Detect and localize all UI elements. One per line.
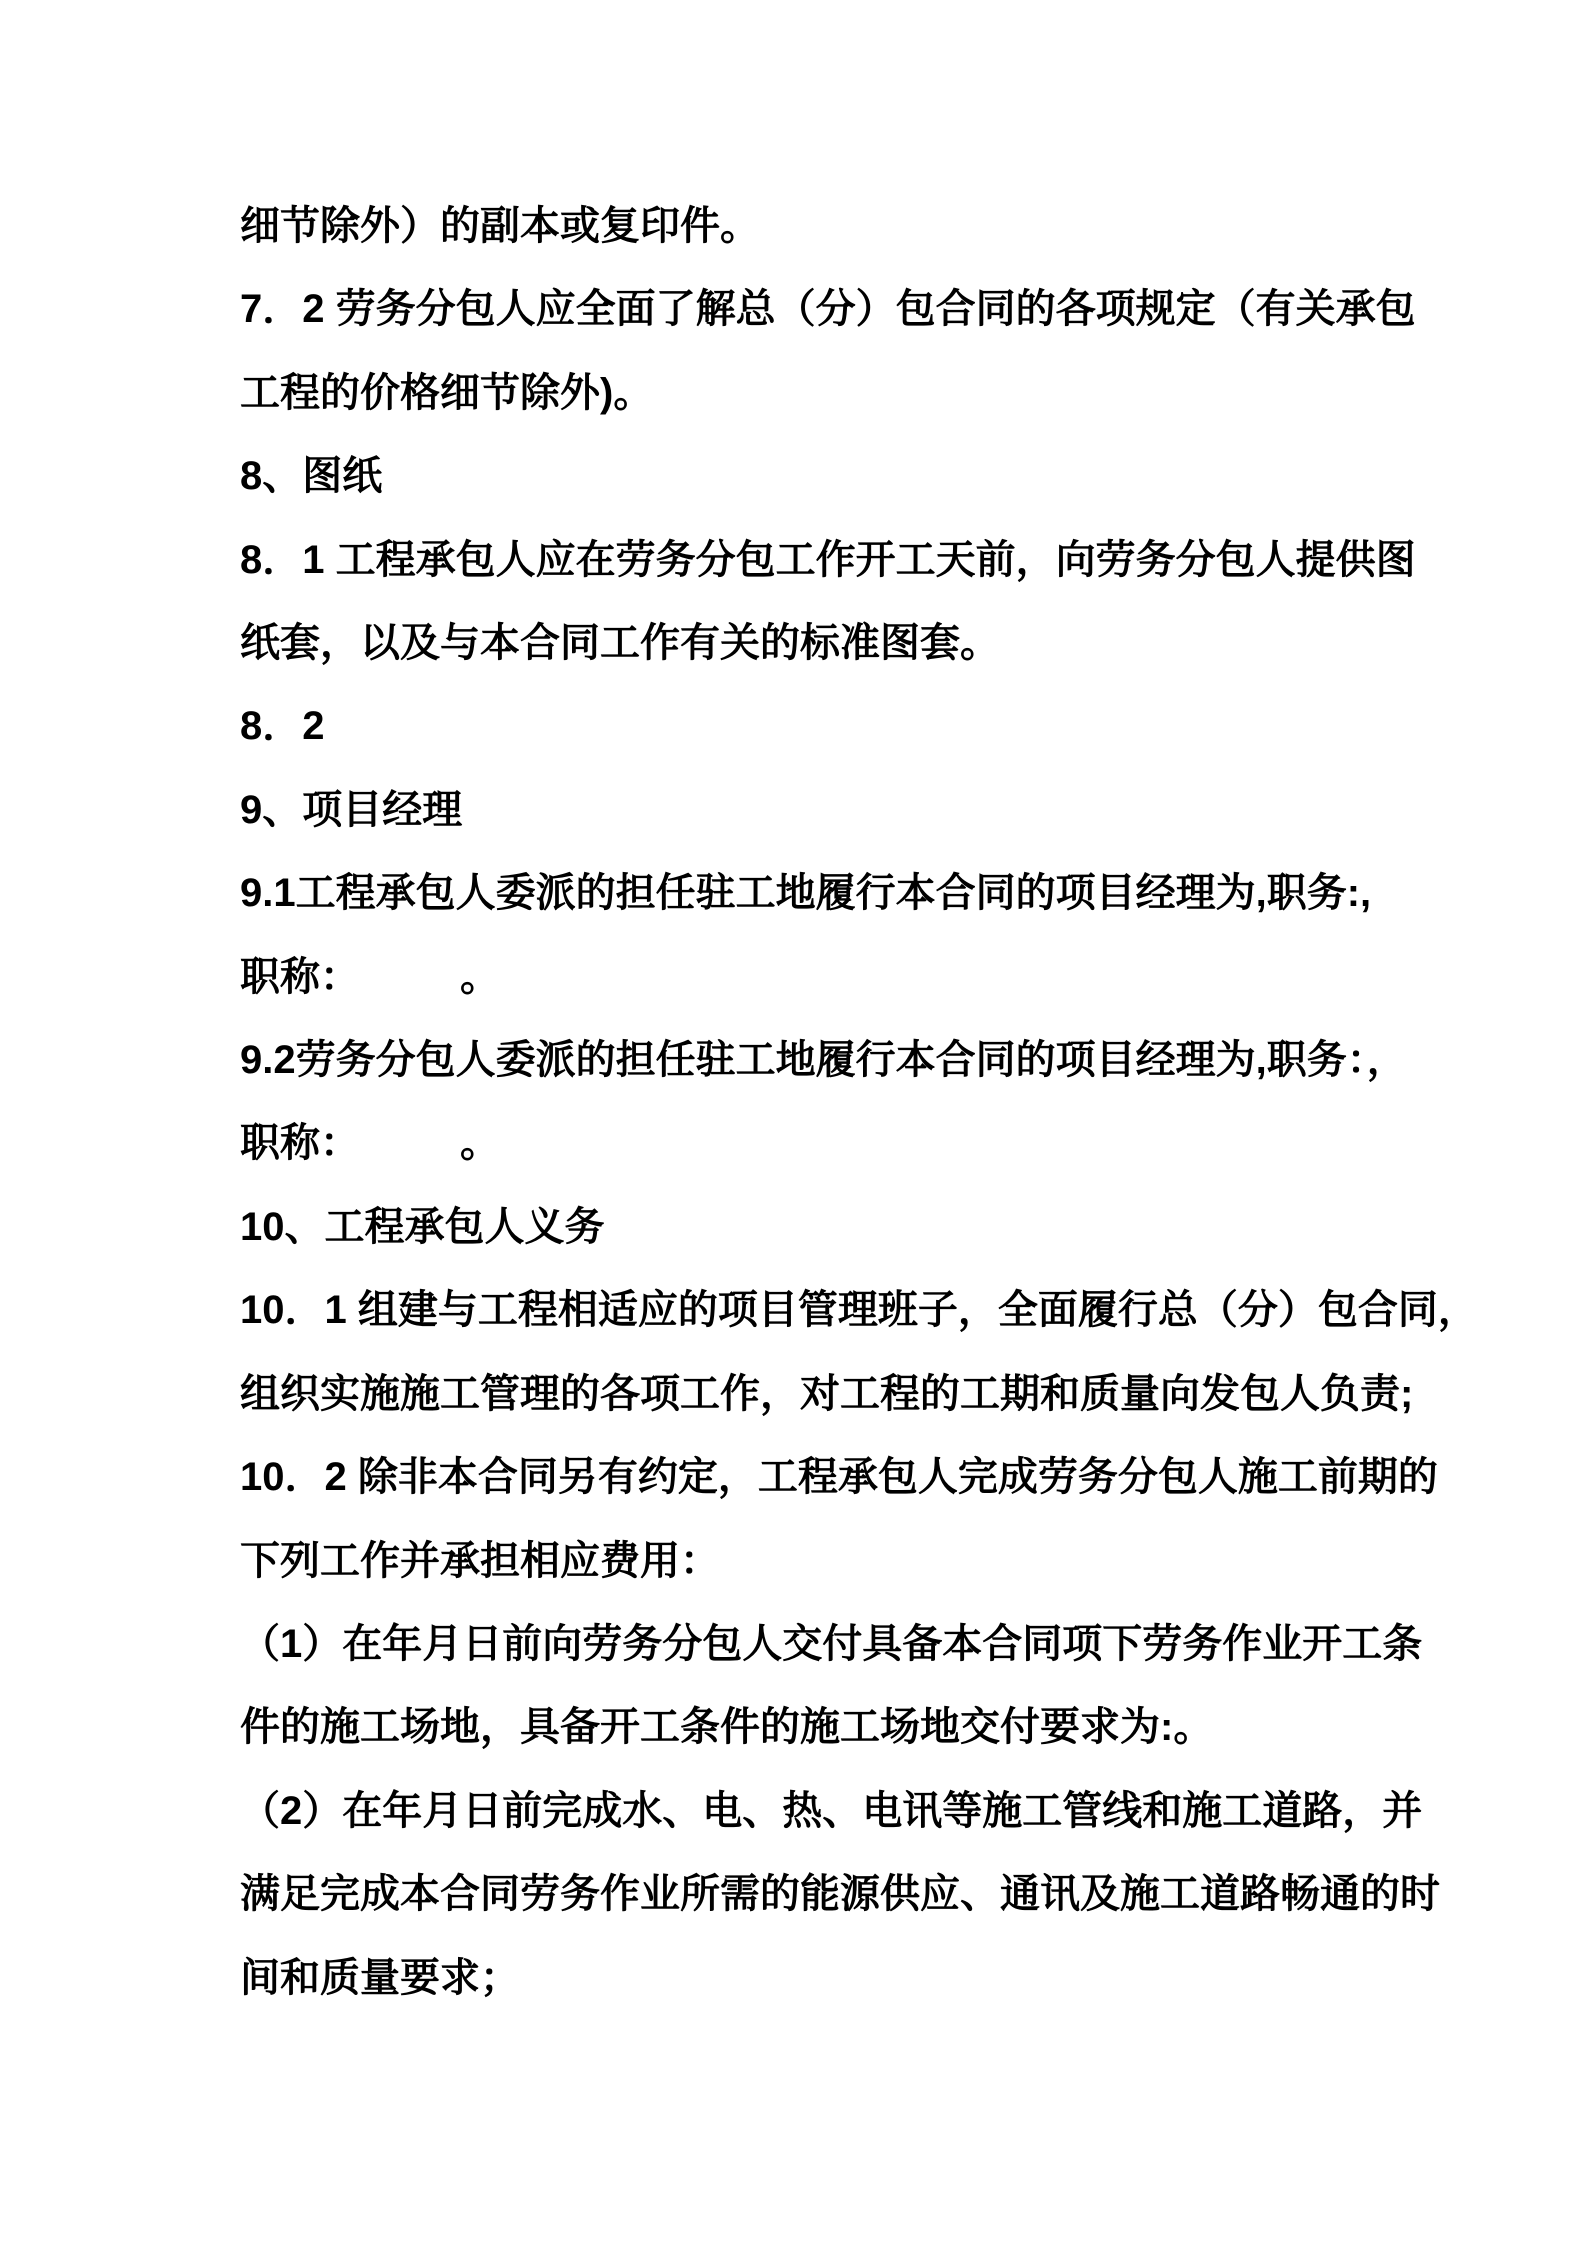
doc-line-list-item: （1）在年月日前向劳务分包人交付具备本合同项下劳务作业开工条 (240, 1621, 1423, 1666)
doc-line-section-heading: 10、工程承包人义务 (240, 1204, 605, 1249)
doc-line: 10．2 除非本合同另有约定，工程承包人完成劳务分包人施工前期的 (240, 1455, 1438, 1500)
doc-line: 9.2劳务分包人委派的担任驻工地履行本合同的项目经理为,职务：， (240, 1038, 1407, 1083)
doc-line-section-heading: 8、图纸 (240, 454, 383, 499)
contract-text-block (240, 185, 1520, 2020)
doc-line: 工程的价格细节除外)。 (240, 370, 654, 415)
doc-line: 9.1工程承包人委派的担任驻工地履行本合同的项目经理为,职务:, (240, 871, 1372, 916)
doc-line: 7．2 劳务分包人应全面了解总（分）包合同的各项规定（有关承包 (240, 287, 1416, 332)
doc-line: 8．1 工程承包人应在劳务分包工作开工天前，向劳务分包人提供图 (240, 537, 1416, 582)
doc-line: 间和质量要求； (240, 1955, 520, 2000)
doc-line: 组织实施施工管理的各项工作，对工程的工期和质量向发包人负责; (240, 1371, 1414, 1416)
doc-line: 满足完成本合同劳务作业所需的能源供应、通讯及施工道路畅通的时 (240, 1872, 1440, 1917)
doc-line: 8．2 (240, 704, 325, 749)
doc-line-section-heading: 9、项目经理 (240, 787, 463, 832)
doc-line-list-item: （2）在年月日前完成水、电、热、电讯等施工管线和施工道路，并 (240, 1788, 1423, 1833)
doc-line: 纸套，以及与本合同工作有关的标准图套。 (240, 621, 1000, 666)
doc-line: 件的施工场地，具备开工条件的施工场地交付要求为:。 (240, 1705, 1214, 1750)
doc-line: 职称： 。 (240, 954, 500, 999)
doc-line: 10．1 组建与工程相适应的项目管理班子，全面履行总（分）包合同， (240, 1288, 1478, 1333)
doc-line: 细节除外）的副本或复印件。 (240, 204, 760, 248)
doc-line: 下列工作并承担相应费用： (240, 1538, 720, 1583)
doc-line: 职称： 。 (240, 1121, 500, 1166)
